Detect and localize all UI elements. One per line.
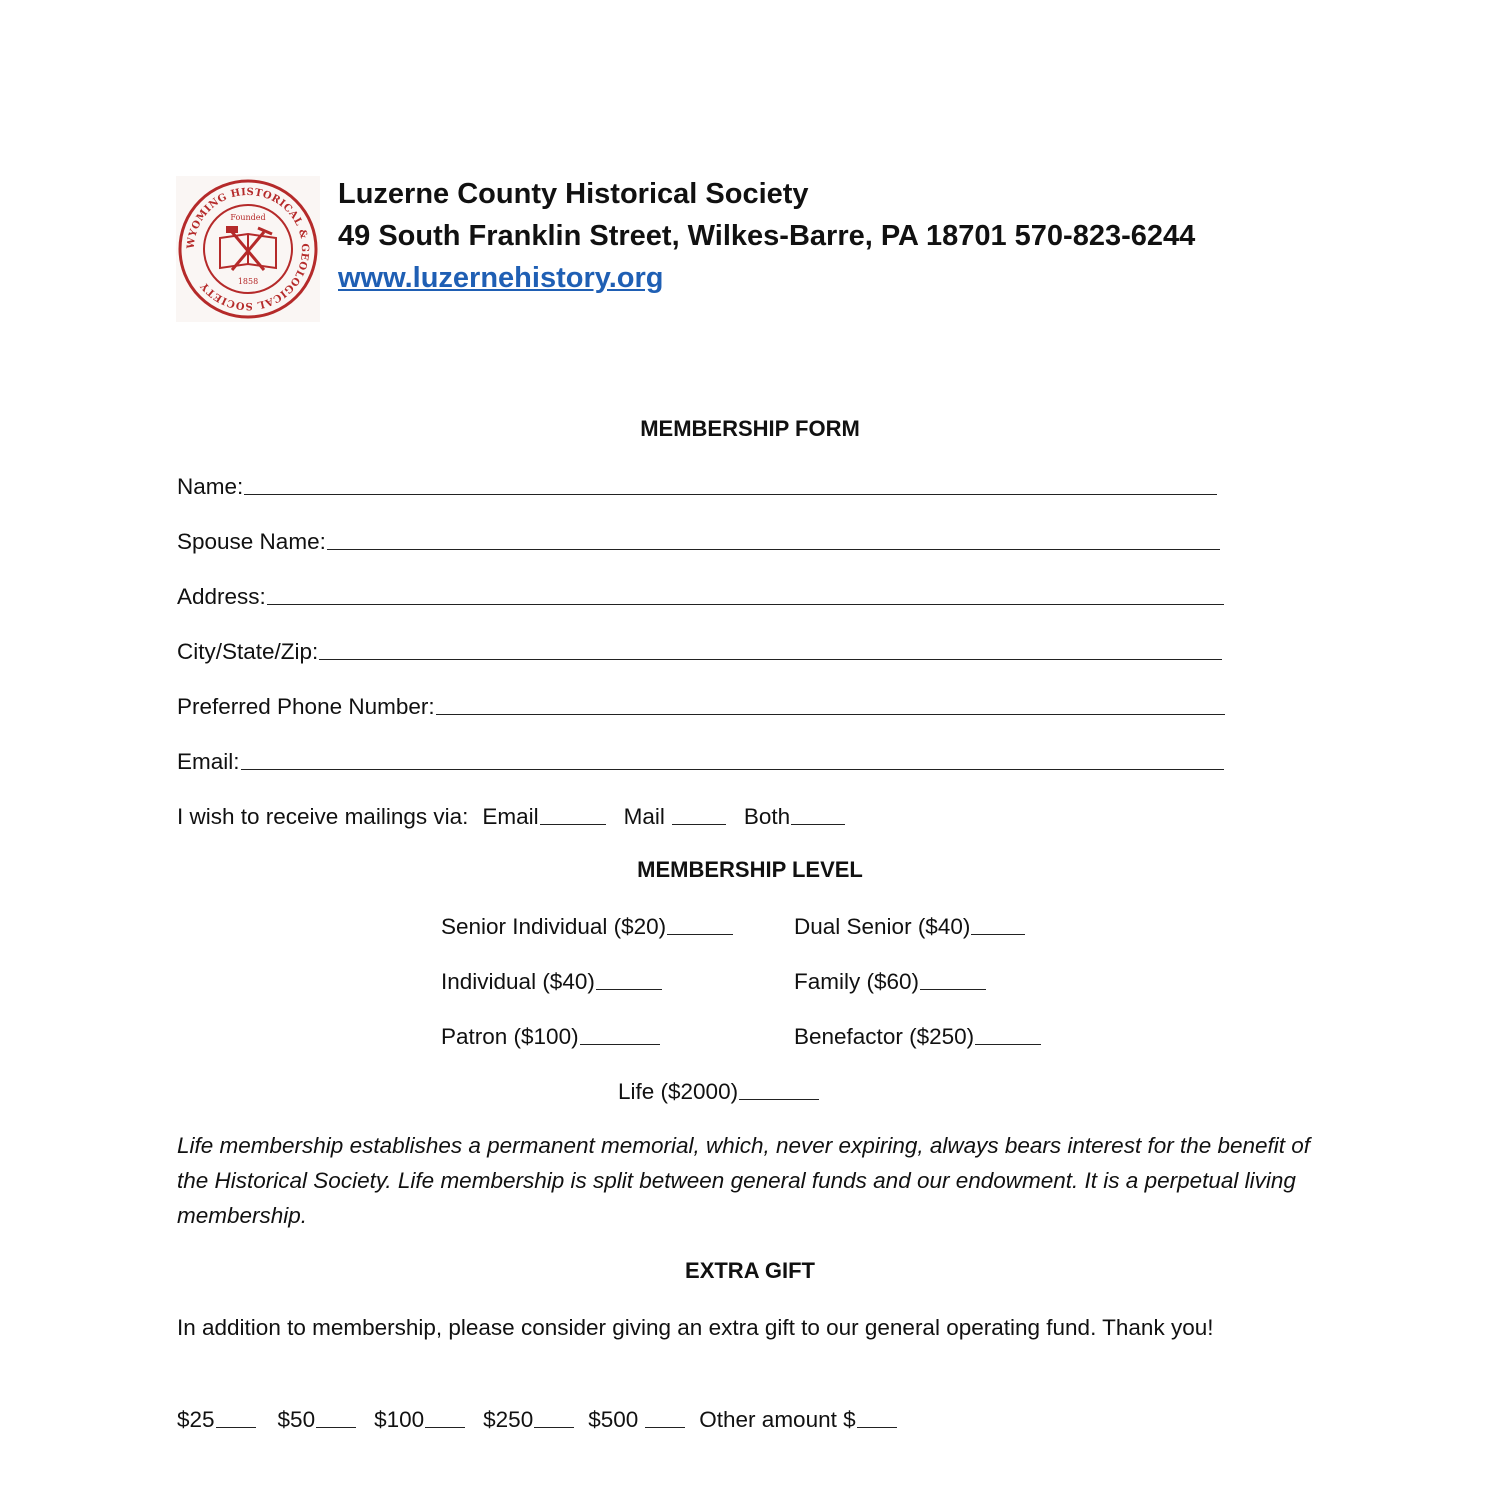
phone-field[interactable]: [177, 690, 1225, 720]
org-address: 49 South Franklin Street, Wilkes-Barre, PA 18701 570-823-6244: [338, 220, 1196, 252]
level-dual-senior-label: Dual Senior ($40): [794, 914, 971, 939]
level-dual-senior[interactable]: [794, 910, 1025, 940]
membership-level-title: MEMBERSHIP LEVEL: [637, 857, 863, 882]
level-patron[interactable]: [441, 1020, 660, 1050]
gift-option-25[interactable]: [177, 1407, 256, 1433]
seal-ring-text: WYOMING HISTORICAL & GEOLOGICAL SOCIETY: [185, 186, 311, 312]
name-field[interactable]: [177, 470, 1217, 500]
extra-gift-text: In addition to membership, please consider giving an extra gift to our general operating fund. Thank you!: [177, 1315, 1214, 1340]
extra-gift-title: EXTRA GIFT: [685, 1258, 815, 1283]
gift-25-blank[interactable]: [216, 1427, 256, 1428]
city-state-zip-label: City/State/Zip:: [177, 639, 319, 664]
org-website-link[interactable]: www.luzernehistory.org: [338, 262, 664, 294]
address-input-line[interactable]: [267, 604, 1224, 605]
mailing-mail-blank[interactable]: [672, 824, 726, 825]
level-benefactor-label: Benefactor ($250): [794, 1024, 975, 1049]
gift-other-blank[interactable]: [857, 1427, 897, 1428]
level-life-blank[interactable]: [739, 1099, 819, 1100]
level-dual-senior-blank[interactable]: [971, 934, 1025, 935]
level-patron-blank[interactable]: [580, 1044, 660, 1045]
gift-option-50[interactable]: [278, 1407, 357, 1433]
level-benefactor-blank[interactable]: [975, 1044, 1041, 1045]
level-family-label: Family ($60): [794, 969, 920, 994]
name-label: Name:: [177, 474, 244, 499]
mailing-option-email[interactable]: [482, 804, 605, 830]
phone-label: Preferred Phone Number:: [177, 694, 435, 719]
gift-option-50-label: $50: [277, 1407, 316, 1432]
seal-founded-label: Founded: [230, 213, 266, 222]
life-membership-note: Life membership establishes a permanent memorial, which, never expiring, always bears interest for the benefit of the Historical Society. Life membership is split between general funds and our endowment. It is a perpetual living membership.: [177, 1133, 1311, 1228]
mailing-both-blank[interactable]: [791, 824, 845, 825]
spouse-name-field[interactable]: [177, 525, 1220, 555]
gift-option-500[interactable]: [588, 1407, 685, 1433]
gift-option-100[interactable]: [374, 1407, 465, 1433]
level-life-label: Life ($2000): [618, 1079, 739, 1104]
city-state-zip-field[interactable]: [177, 635, 1222, 665]
level-senior-individual-label: Senior Individual ($20): [441, 914, 667, 939]
address-label: Address:: [177, 584, 266, 609]
mailing-option-mail-label: Mail: [623, 804, 665, 829]
level-life[interactable]: [618, 1075, 819, 1105]
mailing-option-both[interactable]: [744, 804, 845, 830]
mailing-email-blank[interactable]: [540, 824, 606, 825]
gift-option-100-label: $100: [374, 1407, 425, 1432]
gift-option-other-label: Other amount $: [699, 1407, 856, 1432]
phone-input-line[interactable]: [436, 714, 1225, 715]
seal-year: 1858: [237, 277, 259, 286]
spouse-name-input-line[interactable]: [327, 549, 1220, 550]
gift-option-25-label: $25: [177, 1407, 215, 1432]
gift-option-250[interactable]: [483, 1407, 574, 1433]
name-input-line[interactable]: [244, 494, 1217, 495]
spouse-name-label: Spouse Name:: [177, 529, 326, 554]
gift-option-500-label: $500: [588, 1407, 639, 1432]
email-label: Email:: [177, 749, 240, 774]
mailing-option-both-label: Both: [743, 804, 791, 829]
gift-100-blank[interactable]: [425, 1427, 465, 1428]
mailing-preference-label: I wish to receive mailings via:: [177, 804, 469, 829]
society-seal-logo: [176, 176, 320, 322]
gift-option-other[interactable]: [699, 1407, 896, 1433]
email-field[interactable]: [177, 745, 1224, 775]
gift-amounts-row: [177, 1403, 915, 1433]
level-senior-individual-blank[interactable]: [667, 934, 733, 935]
address-field[interactable]: [177, 580, 1224, 610]
city-state-zip-input-line[interactable]: [319, 659, 1222, 660]
level-family[interactable]: [794, 965, 986, 995]
level-patron-label: Patron ($100): [441, 1024, 579, 1049]
gift-50-blank[interactable]: [316, 1427, 356, 1428]
level-benefactor[interactable]: [794, 1020, 1041, 1050]
level-family-blank[interactable]: [920, 989, 986, 990]
level-individual-label: Individual ($40): [441, 969, 595, 994]
membership-form-title: MEMBERSHIP FORM: [640, 416, 860, 441]
level-individual[interactable]: [441, 965, 662, 995]
gift-250-blank[interactable]: [534, 1427, 574, 1428]
gift-option-250-label: $250: [483, 1407, 534, 1432]
email-input-line[interactable]: [241, 769, 1224, 770]
mailing-option-mail[interactable]: [624, 804, 726, 830]
level-senior-individual[interactable]: [441, 910, 733, 940]
gift-500-blank[interactable]: [645, 1427, 685, 1428]
org-name: Luzerne County Historical Society: [338, 178, 809, 210]
level-individual-blank[interactable]: [596, 989, 662, 990]
mailing-preference-row: [177, 800, 863, 830]
mailing-option-email-label: Email: [482, 804, 539, 829]
